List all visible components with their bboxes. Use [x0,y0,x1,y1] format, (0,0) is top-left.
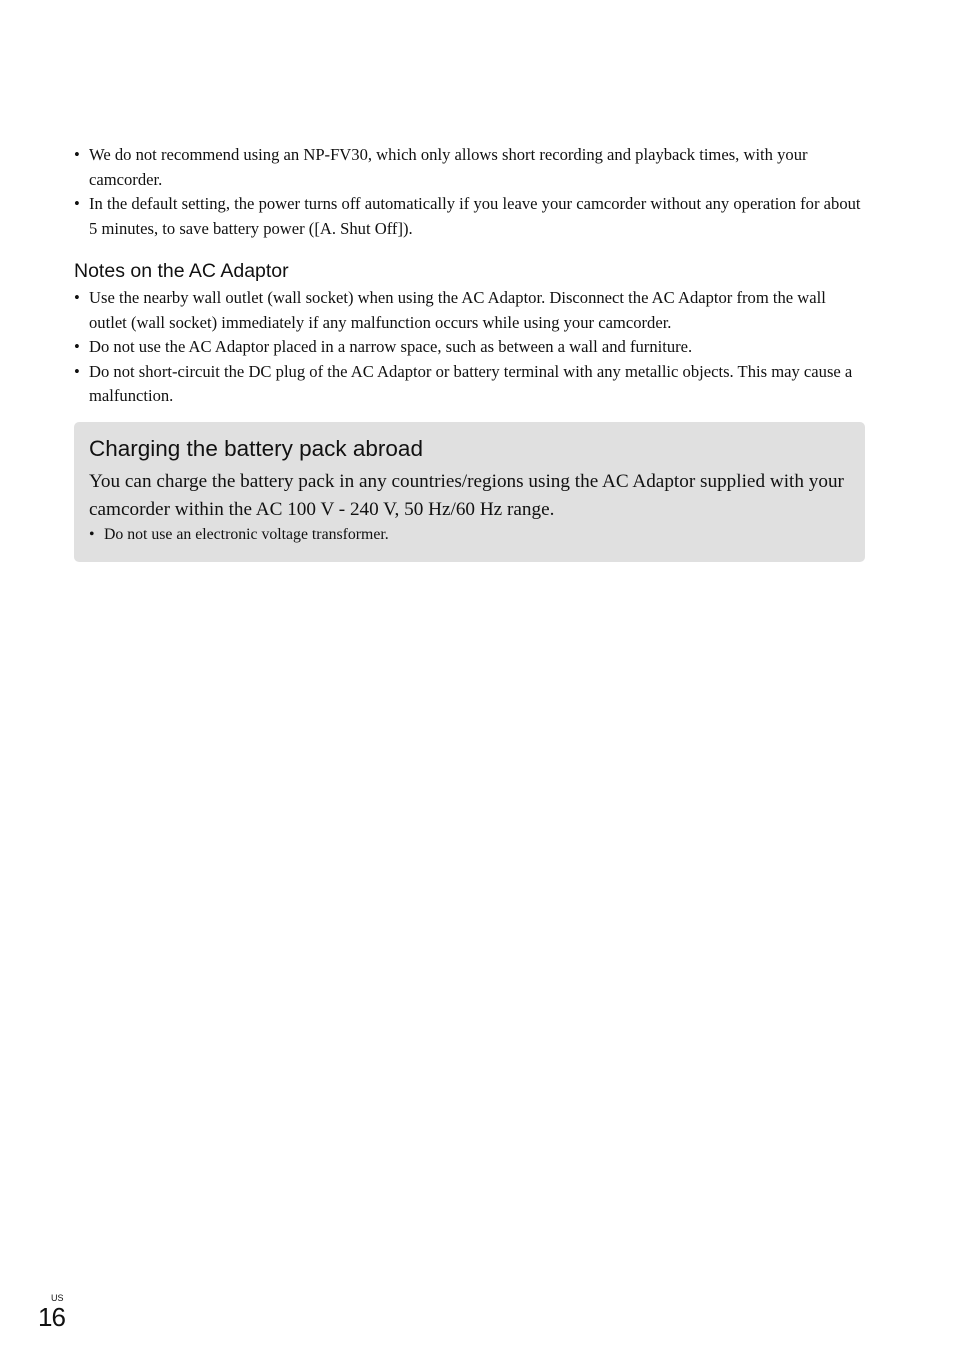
top-bullet-list [74,143,866,241]
charging-abroad-bullet-list [89,524,850,546]
list-item: • In the default setting, the power turns off automatically if you leave your camcorder without any operation for about 5 minutes, to save battery power ([A. Shut Off]). [74,192,866,241]
main-content [74,143,866,409]
charging-abroad-title: Charging the battery pack abroad [89,436,423,461]
ac-adaptor-bullet-list [74,286,866,409]
list-item: • Do not use an electronic voltage transformer. [89,524,850,546]
ac-adaptor-heading: Notes on the AC Adaptor [74,260,289,282]
region-code: US [51,1293,64,1303]
list-item: • Do not use the AC Adaptor placed in a narrow space, such as between a wall and furniture. [74,335,866,360]
charging-abroad-text: You can charge the battery pack in any countries/regions using the AC Adaptor supplied with your camcorder within the AC 100 V - 240 V, 50 Hz/60 Hz range. [89,471,844,520]
page-number: 16 [38,1302,65,1332]
page-footer [38,1293,65,1331]
list-item: • Do not short-circuit the DC plug of the AC Adaptor or battery terminal with any metallic objects. This may cause a malfunction. [74,360,866,409]
list-item: • Use the nearby wall outlet (wall socket) when using the AC Adaptor. Disconnect the AC Adaptor from the wall outlet (wall socket) immediately if any malfunction occurs while using your camcorder. [74,286,866,335]
list-item: • We do not recommend using an NP-FV30, which only allows short recording and playback times, with your camcorder. [74,143,866,192]
charging-abroad-box [74,422,865,562]
